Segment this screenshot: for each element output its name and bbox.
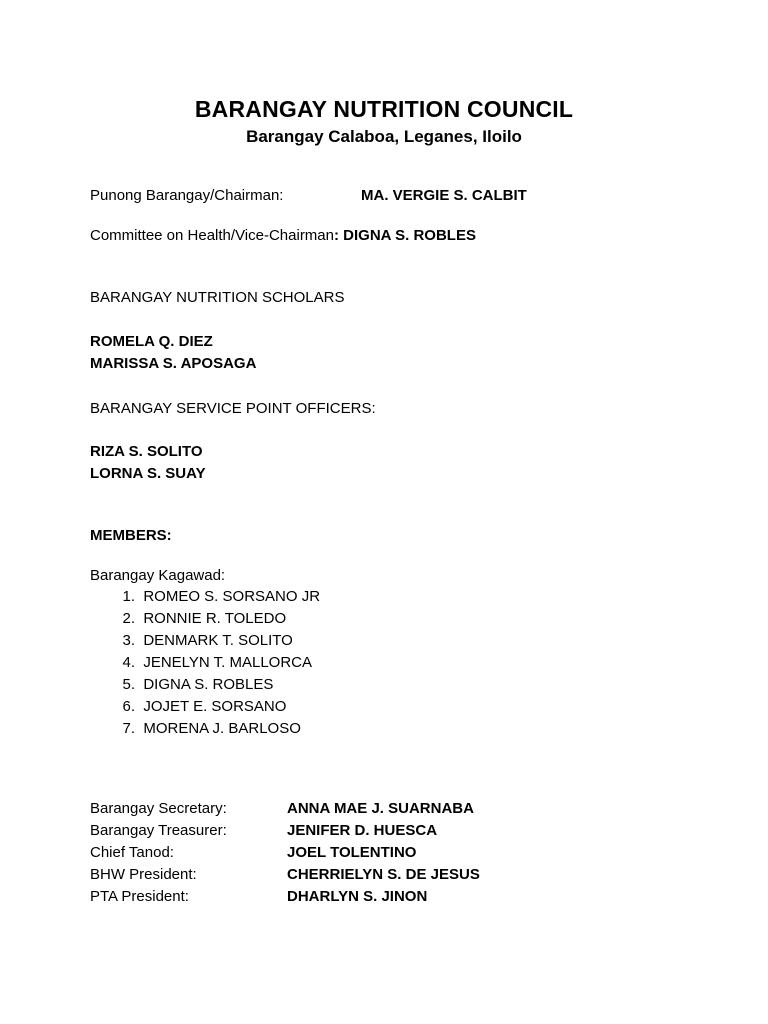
scholar-name: MARISSA S. APOSAGA — [90, 355, 257, 372]
officer-row — [90, 820, 480, 842]
list-item — [90, 586, 320, 608]
list-item-name: JOJET E. SORSANO — [143, 698, 287, 715]
service-point-officer-name: LORNA S. SUAY — [90, 465, 206, 482]
list-item — [90, 718, 320, 740]
document-title: BARANGAY NUTRITION COUNCIL — [194, 96, 574, 122]
list-item — [90, 630, 320, 652]
list-item-number: 6. — [122, 698, 135, 715]
chairman-label: Punong Barangay/Chairman: — [90, 187, 284, 204]
list-item — [90, 652, 320, 674]
officer-row — [90, 798, 480, 820]
officer-row — [90, 864, 480, 886]
officer-name: DHARLYN S. JINON — [287, 888, 428, 905]
service-point-officer-name: RIZA S. SOLITO — [90, 443, 203, 460]
officer-role: Chief Tanod: — [90, 844, 174, 861]
document-subtitle: Barangay Calaboa, Leganes, Iloilo — [246, 127, 522, 146]
list-item-number: 4. — [122, 654, 135, 671]
officer-name: CHERRIELYN S. DE JESUS — [287, 866, 480, 883]
list-item-number: 5. — [122, 676, 135, 693]
officer-role: Barangay Treasurer: — [90, 822, 227, 839]
kagawad-list — [90, 586, 320, 740]
vice-chairman-name: : DIGNA S. ROBLES — [334, 227, 476, 244]
list-item-number: 3. — [122, 632, 135, 649]
chairman-name: MA. VERGIE S. CALBIT — [361, 187, 527, 204]
officers-table — [90, 798, 480, 908]
officer-name: JOEL TOLENTINO — [287, 844, 417, 861]
list-item — [90, 608, 320, 630]
members-heading: MEMBERS: — [90, 527, 172, 544]
officer-role: BHW President: — [90, 866, 197, 883]
list-item-name: MORENA J. BARLOSO — [143, 720, 301, 737]
list-item-number: 1. — [122, 588, 135, 605]
vice-chairman-line — [90, 226, 476, 246]
list-item-number: 7. — [122, 720, 135, 737]
list-item-name: RONNIE R. TOLEDO — [143, 610, 287, 627]
officer-name: JENIFER D. HUESCA — [287, 822, 438, 839]
scholars-heading: BARANGAY NUTRITION SCHOLARS — [90, 289, 345, 306]
officer-row — [90, 886, 480, 908]
list-item-name: DENMARK T. SOLITO — [143, 632, 293, 649]
officer-row — [90, 842, 480, 864]
officer-role: PTA President: — [90, 888, 189, 905]
vice-chairman-label: Committee on Health/Vice-Chairman — [90, 227, 334, 244]
list-item — [90, 696, 320, 718]
kagawad-label: Barangay Kagawad: — [90, 567, 226, 584]
scholar-name: ROMELA Q. DIEZ — [90, 333, 213, 350]
officer-role: Barangay Secretary: — [90, 800, 227, 817]
officer-name: ANNA MAE J. SUARNABA — [287, 800, 474, 817]
list-item-name: DIGNA S. ROBLES — [143, 676, 274, 693]
list-item-number: 2. — [122, 610, 135, 627]
list-item-name: ROMEO S. SORSANO JR — [143, 588, 321, 605]
list-item-name: JENELYN T. MALLORCA — [143, 654, 313, 671]
list-item — [90, 674, 320, 696]
service-point-heading: BARANGAY SERVICE POINT OFFICERS: — [90, 400, 376, 417]
